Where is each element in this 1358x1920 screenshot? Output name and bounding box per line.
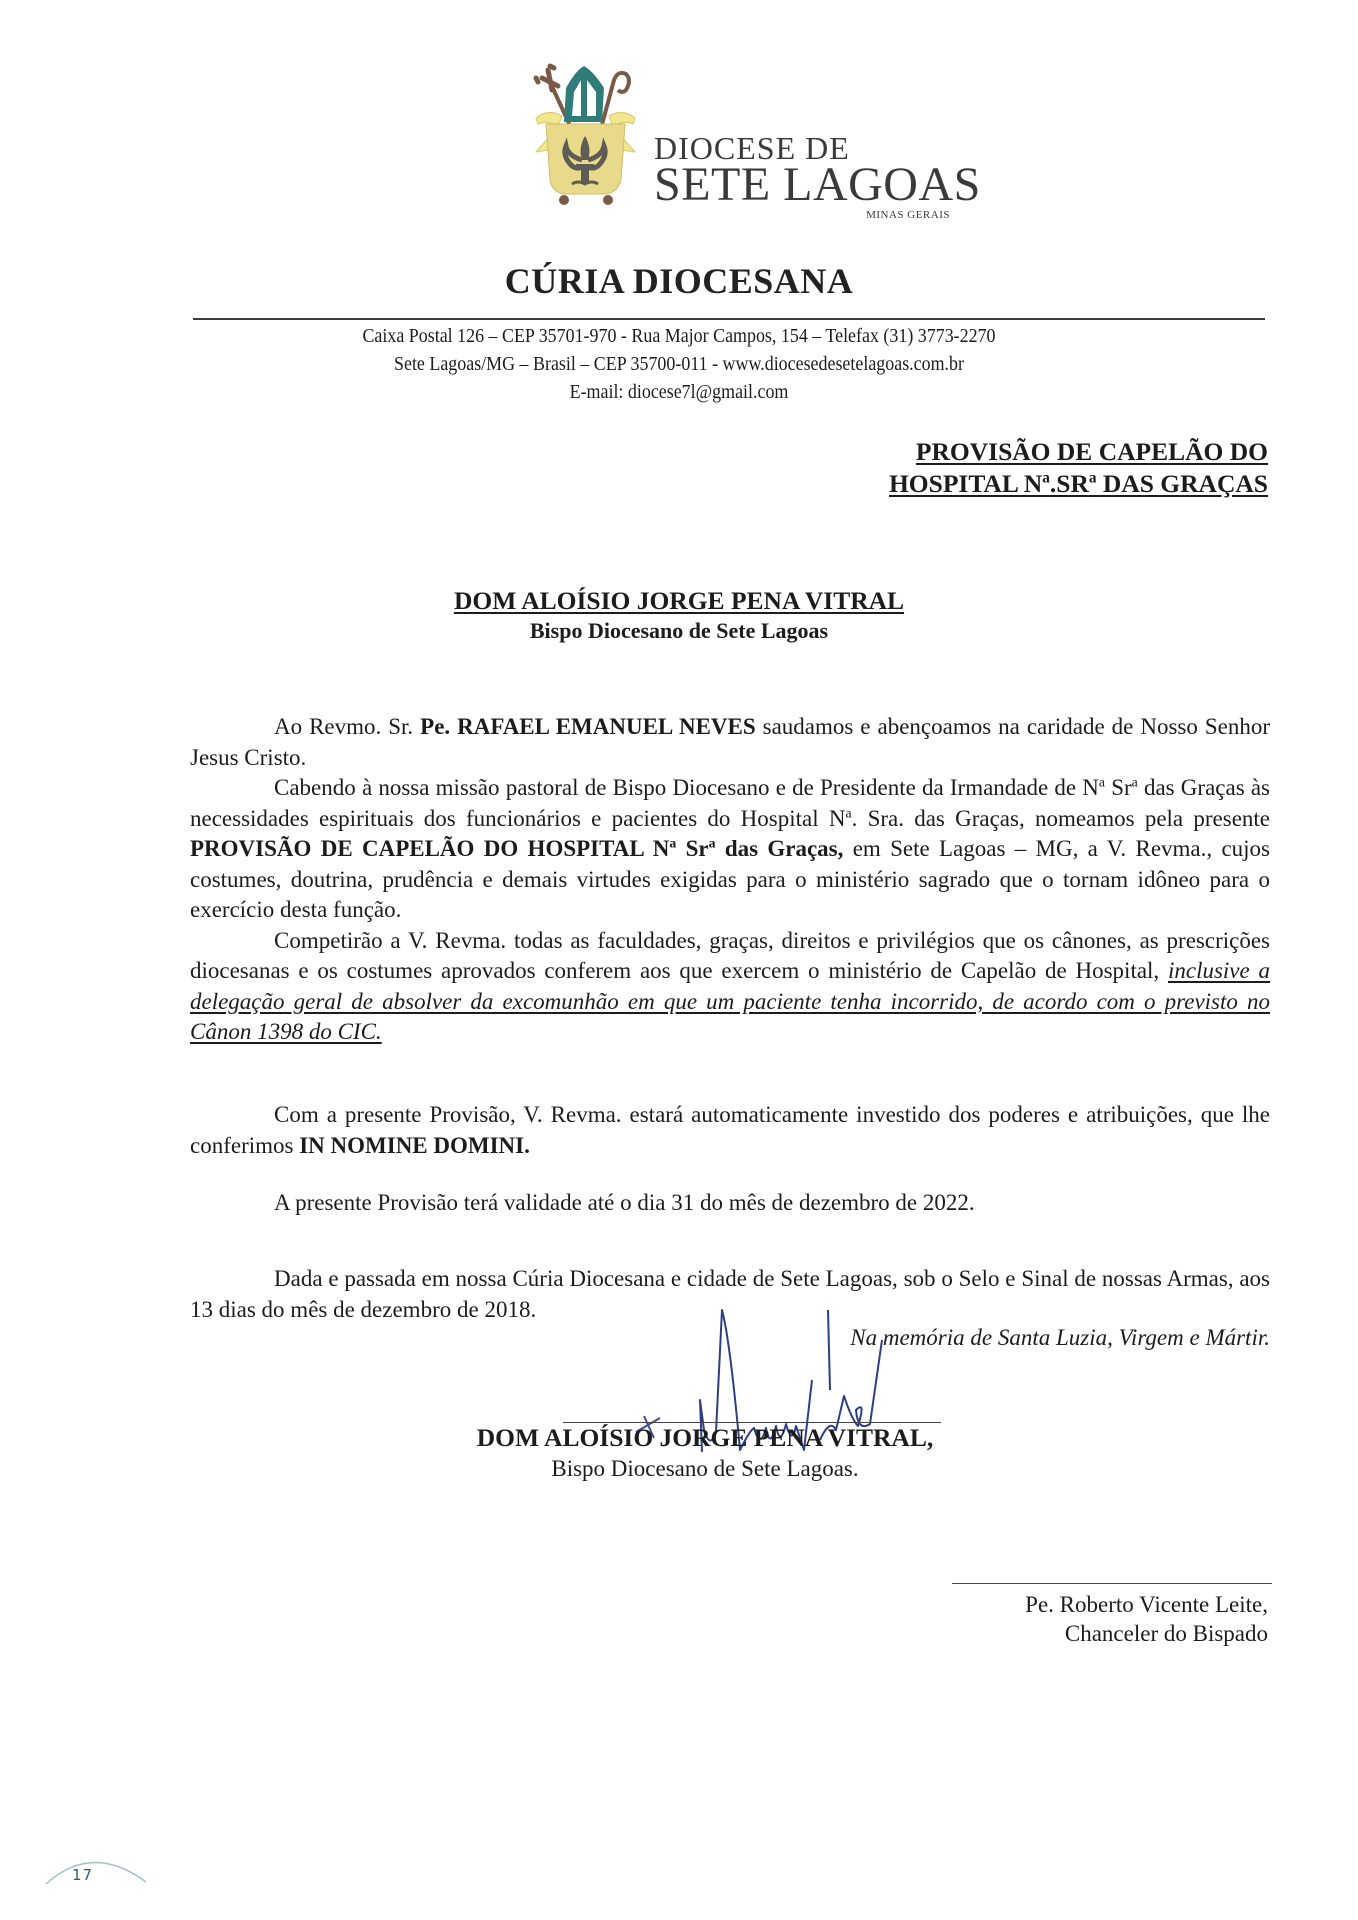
document-title (889, 436, 1268, 500)
text-run: em Sete Lagoas – MG, a V. Revma., cujos costumes, doutrina, prudência e demais virtudes exigidas para o ministério sagrado que o tornam idôneo para o exercício desta função. (190, 836, 1270, 922)
validity-paragraph-block (190, 1188, 1270, 1219)
contact-block (0, 323, 1358, 407)
provision-emphasis (190, 836, 843, 861)
text-run: PROVISÃO DE CAPELÃO DO HOSPITAL N (190, 836, 670, 861)
issuer-title: Bispo Diocesano de Sete Lagoas (529, 618, 829, 643)
superscript: a (669, 835, 677, 851)
curia-title: CÚRIA DIOCESANA (504, 261, 854, 301)
header-divider (193, 318, 1265, 320)
title-superscript: a (1088, 469, 1097, 487)
title-text: HOSPITAL N (888, 469, 1043, 498)
diocese-coat-of-arms-icon (528, 60, 643, 210)
superscript: a (845, 804, 852, 820)
chancellor-signature-line (952, 1583, 1272, 1584)
recipient-name: Pe. RAFAEL EMANUEL NEVES (420, 714, 756, 739)
text-run: Competirão a V. Revma. todas as faculdades, graças, direitos e privilégios que os cânones, as prescrições diocesanas e os costumes aprovados conferem aos que exercem o ministério de Capelão de Hospital, (190, 927, 1270, 983)
text-run: . Sra. das Graças, nomeamos pela presente (851, 805, 1271, 831)
document-title-line1: PROVISÃO DE CAPELÃO DO (915, 437, 1268, 466)
memoria-line: Na memória de Santa Luzia, Virgem e Mártir. (850, 1325, 1270, 1350)
chancellor-block (1025, 1590, 1268, 1648)
contact-city-website: Sete Lagoas/MG – Brasil – CEP 35700-011 - www.diocesedesetelagoas.com.br (394, 354, 964, 375)
appointment-paragraph (190, 773, 1270, 926)
superscript: a (708, 835, 716, 851)
diocese-logo-text (654, 132, 981, 222)
contact-address: Caixa Postal 126 – CEP 35701-970 - Rua Major Campos, 154 – Telefax (31) 3773-2270 (362, 326, 996, 347)
title-text: .SR (1049, 469, 1089, 498)
text-run: Sr (1105, 775, 1132, 800)
contact-email: E-mail: diocese7l@gmail.com (569, 382, 789, 403)
logo-line-diocese-de: DIOCESE DE (654, 130, 850, 166)
greeting-paragraph (190, 712, 1270, 773)
superscript: a (1131, 774, 1138, 790)
text-run: Com a presente Provisão, V. Revma. estará automaticamente investido dos poderes e atribuições, que lhe conferimos (190, 1102, 1270, 1158)
validity-paragraph: A presente Provisão terá validade até o dia 31 do mês de dezembro de 2022. (274, 1190, 975, 1215)
page-number-badge (42, 1852, 152, 1892)
document-title-line2 (889, 468, 1268, 500)
signatory-bishop-name: DOM ALOÍSIO JORGE PENA VITRAL, (476, 1423, 934, 1452)
page-number: 17 (72, 1866, 94, 1884)
chancellor-title: Chanceler do Bispado (1064, 1621, 1268, 1646)
logo-line-minas-gerais: MINAS GERAIS (866, 209, 950, 221)
text-run: Cabendo à nossa missão pastoral de Bispo Diocesano e de Presidente da Irmandade de N (274, 775, 1099, 800)
in-nomine-domini: IN NOMINE DOMINI. (299, 1132, 530, 1158)
given-paragraph: Dada e passada em nossa Cúria Diocesana e cidade de Sete Lagoas, sob o Selo e Sinal de nossas Armas, aos 13 dias do mês de dezembro de 2018. (190, 1266, 1270, 1322)
superscript: a (1098, 774, 1106, 790)
text-run: Ao Revmo. Sr. (274, 714, 421, 739)
excommunication-clause: inclusive a delegação geral de absolver da excomunhão em que um paciente tenha incorrido, de acordo com o previsto no Cânon 1398 do CIC. (190, 958, 1270, 1044)
text-run: Sr (676, 836, 709, 861)
issuer-name: DOM ALOÍSIO JORGE PENA VITRAL (453, 586, 905, 615)
powers-paragraph (190, 1100, 1270, 1161)
faculties-paragraph (190, 926, 1270, 1048)
powers-paragraph-block (190, 1100, 1270, 1161)
title-text: DAS GRAÇAS (1096, 469, 1268, 498)
text-run: das Graças às necessidades espirituais dos funcionários e pacientes do Hospital N (190, 775, 1270, 831)
title-superscript: a (1042, 469, 1050, 487)
chancellor-name: Pe. Roberto Vicente Leite, (1025, 1592, 1268, 1617)
issuer-heading (0, 586, 1358, 646)
body-paragraphs-main (190, 712, 1270, 1048)
signatory-bishop-title: Bispo Diocesano de Sete Lagoas. (551, 1456, 859, 1481)
text-run: das Graças, (715, 836, 844, 861)
text-run: saudamos e abençoamos na caridade de Nosso Senhor Jesus Cristo. (190, 714, 1271, 770)
logo-line-sete-lagoas: SETE LAGOAS (654, 158, 981, 211)
